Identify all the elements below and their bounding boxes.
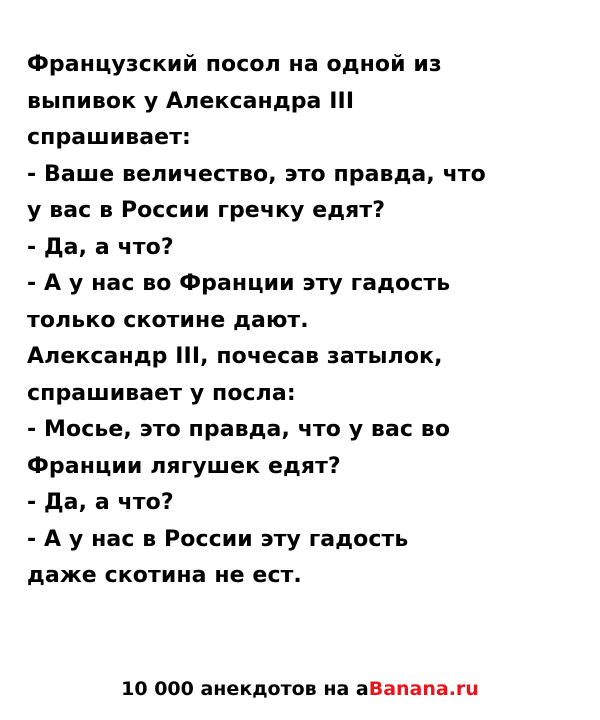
joke-line: - Да, а что? xyxy=(27,234,174,260)
brand-name-rest: Banana.ru xyxy=(368,678,479,700)
joke-text xyxy=(27,47,573,595)
joke-line: только скотине дают. xyxy=(27,307,309,333)
joke-line: - А у нас в России эту гадость xyxy=(27,526,409,552)
joke-line: - А у нас во Франции эту гадость xyxy=(27,271,451,296)
brand-name-first-letter: a xyxy=(355,678,369,700)
joke-line: - Да, а что? xyxy=(27,490,174,515)
footer-prefix-text: 10 000 анекдотов на xyxy=(121,678,356,700)
joke-line: выпивок у Александра III xyxy=(27,88,355,114)
footer-attribution xyxy=(0,678,600,700)
joke-line: у вас в России гречку едят? xyxy=(27,198,386,223)
joke-line: - Ваше величество, это правда, что xyxy=(27,161,486,187)
joke-line: - Мосье, это правда, что у вас во xyxy=(27,417,451,442)
joke-line: спрашивает: xyxy=(27,125,191,150)
joke-line: даже скотина не ест. xyxy=(27,563,302,588)
joke-line: Александр III, почесав затылок, xyxy=(27,344,443,369)
joke-line: Франции лягушек едят? xyxy=(27,453,341,479)
joke-line: спрашивает у посла: xyxy=(27,380,296,406)
joke-line: Французский посол на одной из xyxy=(27,52,442,77)
